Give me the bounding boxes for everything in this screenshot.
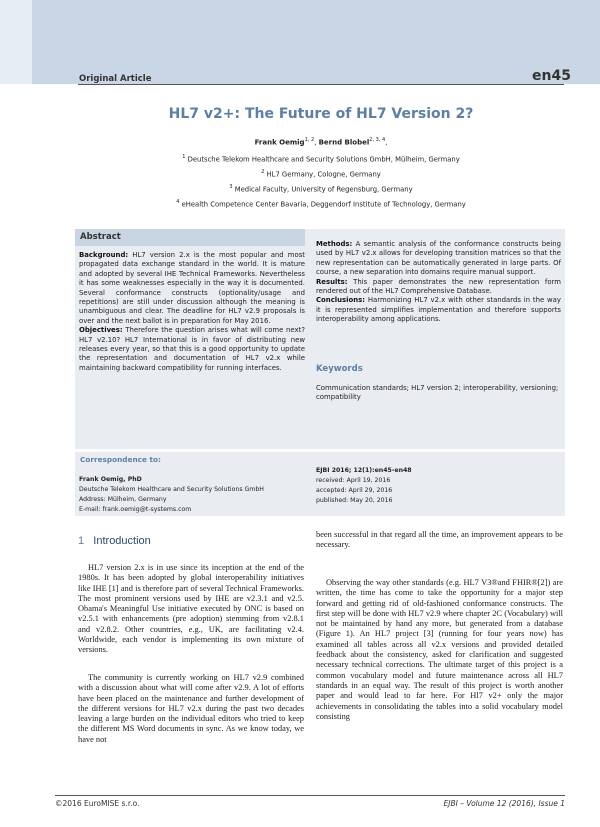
keywords-text: Communication standards; HL7 version 2; interoperability, versioning; compatibility — [316, 384, 559, 402]
correspondence-details — [79, 475, 264, 515]
ejbi-received: received: April 19, 2016 — [316, 477, 391, 484]
corr-name: Frank Oemig, PhD — [79, 476, 142, 483]
objectives-label: Objectives: — [79, 326, 123, 335]
intro-right-p2: Observing the way other standards (e.g. HL7 V3®and FHIR®[2]) are written, the time has come to take the opportunity for a major step forward and getting rid of old-fashioned conformance constructs. The first step will be done with HL7 v2.9 where chapter 2C (Vocabulary) will not be maintained by hand any more, but generated from a database (Figure 1). An HL7 project [3] (running for four years now) has examined all tables across all v2.x versions and provided detailed feedback about the consistency, asked for clarification and suggested necessary technical corrections. The ultimate target of this project is a common vocabulary model and future maintenance across all HL7 standards in an equal way. The result of this project is worth another paper and would lead to far here. For Hl7 v2+ only the major achievements in consolidating the tables into a solid vocabulary model consisting — [316, 578, 563, 721]
intro-left-p2: The community is currently working on HL7 v2.9 combined with a discussion about what will come after v2.9. A lot of efforts have been placed on the maintenance and further development of the different versions for HL7 v2.x during the past two decades leaving a large burden on the individual editors who tried to keep the different MS Word documents in sync. As we know today, we have not — [78, 673, 304, 744]
paper-title: HL7 v2+: The Future of HL7 Version 2? — [168, 106, 474, 122]
ejbi-citation: EJBI 2016; 12(1):en45-en48 — [316, 467, 412, 474]
section-heading — [78, 535, 151, 547]
background-text: HL7 version 2.x is the most popular and most propagated data exchange standard in the world. It is mature and adopted by several IHE Technical Frameworks. Nevertheless it has some weaknesses especially in the way it is documented. Several conformance constructs (optionality/usage and repetitions) are still under discussion although the meaning is unambiguous and clear. The deadline for HL7 v2.9 proposals is over and the next ballot is in preparation for May 2016. — [79, 251, 305, 325]
footer-rule — [55, 795, 565, 796]
abstract-right-column — [316, 240, 561, 325]
footer-journal: EJBI – Volume 12 (2016), Issue 1 — [443, 799, 565, 808]
author-end: , — [385, 138, 388, 147]
abstract-heading: Abstract — [80, 232, 121, 242]
ejbi-published: published: May 20, 2016 — [316, 497, 393, 504]
ejbi-info — [316, 466, 412, 506]
corr-org: Deutsche Telekom Healthcare and Security Solutions GmbH — [79, 486, 264, 493]
author-2: Bernd Blobel — [318, 138, 370, 147]
conclusions-text: Harmonizing HL7 v2.x with other standards in the way it is represented simplifies implementation and therefore supports interoperability among applications. — [316, 296, 561, 324]
author-1: Frank Oemig — [254, 138, 305, 147]
affiliation-text: Medical Faculty, University of Regensburg, Germany — [234, 185, 413, 194]
affiliation — [78, 184, 564, 193]
author-line — [78, 137, 564, 146]
header-band — [0, 0, 600, 84]
affiliation-num: 4 — [176, 199, 180, 205]
affiliation — [78, 154, 564, 163]
abstract-left-column — [79, 251, 305, 373]
author-sep: , — [314, 138, 317, 147]
correspondence-heading: Correspondence to: — [80, 455, 161, 464]
affiliation-num: 2 — [261, 169, 265, 175]
abstract-heading-bar — [75, 229, 305, 246]
author-1-sup: 1, 2 — [304, 137, 315, 143]
corr-address: Address: Mülheim, Germany — [79, 496, 167, 503]
section-label: Original Article — [79, 74, 152, 84]
corr-email[interactable]: E-mail: frank.oemig@t-systems.com — [79, 506, 192, 513]
author-2-sup: 2, 3, 4 — [369, 137, 386, 143]
objectives-text: Therefore the question arises what will come next? HL7 v2.10? HL7 International is in favor of distributing new releases every year, so that this is a good opportunity to update the representation and documentation of HL7 v2.x while maintaining backward compatibility for running interfaces. — [79, 326, 305, 372]
affiliation-num: 3 — [229, 184, 233, 190]
header-accent — [0, 0, 32, 84]
affiliation — [78, 169, 564, 178]
keywords-heading: Keywords — [316, 364, 363, 374]
methods-label: Methods: — [316, 240, 353, 248]
header-rule — [78, 84, 564, 85]
background-label: Background: — [79, 251, 129, 259]
conclusions-label: Conclusions: — [316, 296, 366, 305]
ejbi-accepted: accepted: April 29, 2016 — [316, 487, 393, 494]
affiliation — [78, 199, 564, 208]
results-label: Results: — [316, 277, 348, 286]
affiliation-text: eHealth Competence Center Bavaria, Deggendorf Institute of Technology, Germany — [181, 200, 466, 209]
affiliation-num: 1 — [182, 154, 186, 160]
intro-left-p1: HL7 version 2.x is in use since its inception at the end of the 1980s. It has been adopted by global interoperability initiatives like IHE [1] and is therefore part of several Technical Frameworks. The most prominent versions used by IHE are v2.3.1 and v2.5. Obama's Meaningful Use initiative executed by ONC is based on v2.5.1 with enhancements (pre adoption) stemming from v2.8.1 and v2.8.2. Other countries, e.g., UK, are facilitating v2.4. Worldwide, each vendor is implementing its own mixture of versions. — [78, 563, 304, 655]
results-text: This paper demonstrates the new representation form rendered out of the HL7 Comprehensive Database. — [316, 277, 561, 296]
section-number: 1 — [78, 535, 85, 547]
footer-copyright: ©2016 EuroMISE s.r.o. — [55, 799, 140, 808]
intro-right-p1: been successful in that regard all the time, an improvement appears to be necessary. — [316, 530, 563, 550]
section-title: Introduction — [93, 535, 151, 547]
affiliation-text: Deutsche Telekom Healthcare and Security Solutions GmbH, Mülheim, Germany — [187, 155, 460, 164]
methods-text: A semantic analysis of the conformance constructs being used by HL7 v2.x allows for developing transition matrices so that the new representation can be automatically generated in large parts. Of course, a new separation into domains require manual support. — [316, 240, 561, 277]
page-code: en45 — [532, 68, 571, 84]
affiliation-text: HL7 Germany, Cologne, Germany — [266, 170, 381, 179]
